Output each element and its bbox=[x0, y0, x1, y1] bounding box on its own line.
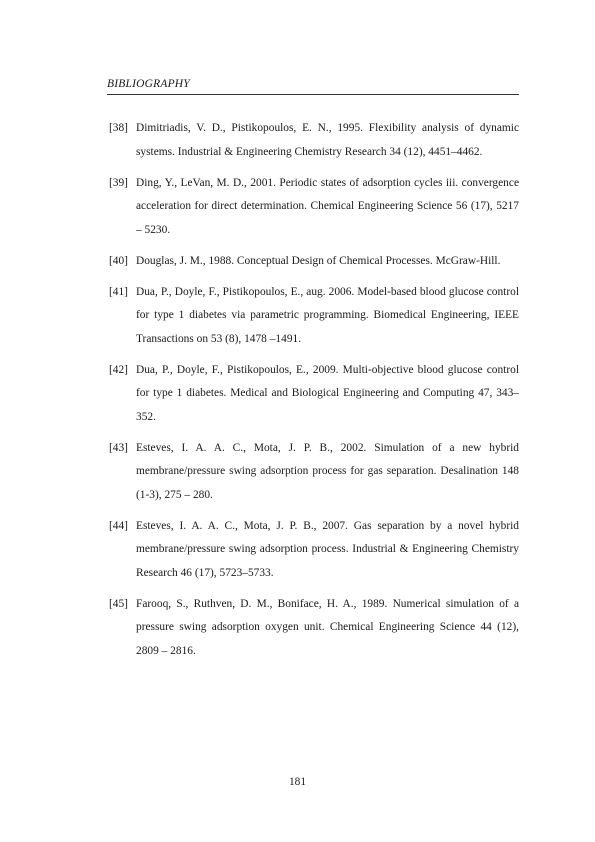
reference-item bbox=[107, 437, 519, 508]
reference-text: Esteves, I. A. A. C., Mota, J. P. B., 2007. Gas separation by a novel hybrid membrane/pressure swing adsorption process. Industrial & Engineering Chemistry Research 46 (17), 5723–5733. bbox=[136, 519, 519, 579]
running-head-title: BIBLIOGRAPHY bbox=[107, 78, 190, 90]
reference-number: [38] bbox=[109, 122, 128, 134]
reference-item bbox=[107, 281, 519, 352]
reference-number: [39] bbox=[109, 176, 128, 189]
reference-number: [40] bbox=[109, 254, 128, 267]
reference-number: [41] bbox=[109, 285, 128, 298]
reference-item bbox=[107, 250, 519, 274]
reference-item bbox=[107, 359, 519, 430]
reference-text: Dimitriadis, V. D., Pistikopoulos, E. N., 1995. Flexibility analysis of dynamic systems. Industrial & Engineering Chemistry Research 34 (12), 4451–4462. bbox=[136, 122, 519, 158]
reference-text: Farooq, S., Ruthven, D. M., Boniface, H. A., 1989. Numerical simulation of a pressure swing adsorption oxygen unit. Chemical Engineering Science 44 (12), 2809 – 2816. bbox=[136, 597, 519, 657]
reference-item bbox=[107, 515, 519, 586]
reference-text: Dua, P., Doyle, F., Pistikopoulos, E., aug. 2006. Model-based blood glucose control for type 1 diabetes via parametric programming. Biomedical Engineering, IEEE Transactions on 53 (8), 1478 –1491. bbox=[136, 285, 519, 345]
reference-number: [43] bbox=[109, 441, 128, 454]
reference-list bbox=[107, 117, 519, 671]
reference-item bbox=[107, 117, 519, 164]
reference-item bbox=[107, 593, 519, 664]
running-head bbox=[107, 78, 519, 95]
reference-number: [42] bbox=[109, 363, 128, 376]
page-number: 181 bbox=[288, 776, 307, 788]
reference-number: [45] bbox=[109, 597, 128, 610]
reference-text: Ding, Y., LeVan, M. D., 2001. Periodic states of adsorption cycles iii. convergence acceleration for direct determination. Chemical Engineering Science 56 (17), 5217 – 5230. bbox=[136, 176, 519, 236]
reference-text: Douglas, J. M., 1988. Conceptual Design of Chemical Processes. McGraw-Hill. bbox=[136, 254, 501, 267]
reference-text: Dua, P., Doyle, F., Pistikopoulos, E., 2009. Multi-objective blood glucose control for type 1 diabetes. Medical and Biological Engineering and Computing 47, 343–352. bbox=[136, 363, 519, 423]
reference-item bbox=[107, 172, 519, 243]
reference-number: [44] bbox=[109, 519, 128, 532]
reference-text: Esteves, I. A. A. C., Mota, J. P. B., 2002. Simulation of a new hybrid membrane/pressure swing adsorption process for gas separation. Desalination 148 (1-3), 275 – 280. bbox=[136, 441, 519, 501]
